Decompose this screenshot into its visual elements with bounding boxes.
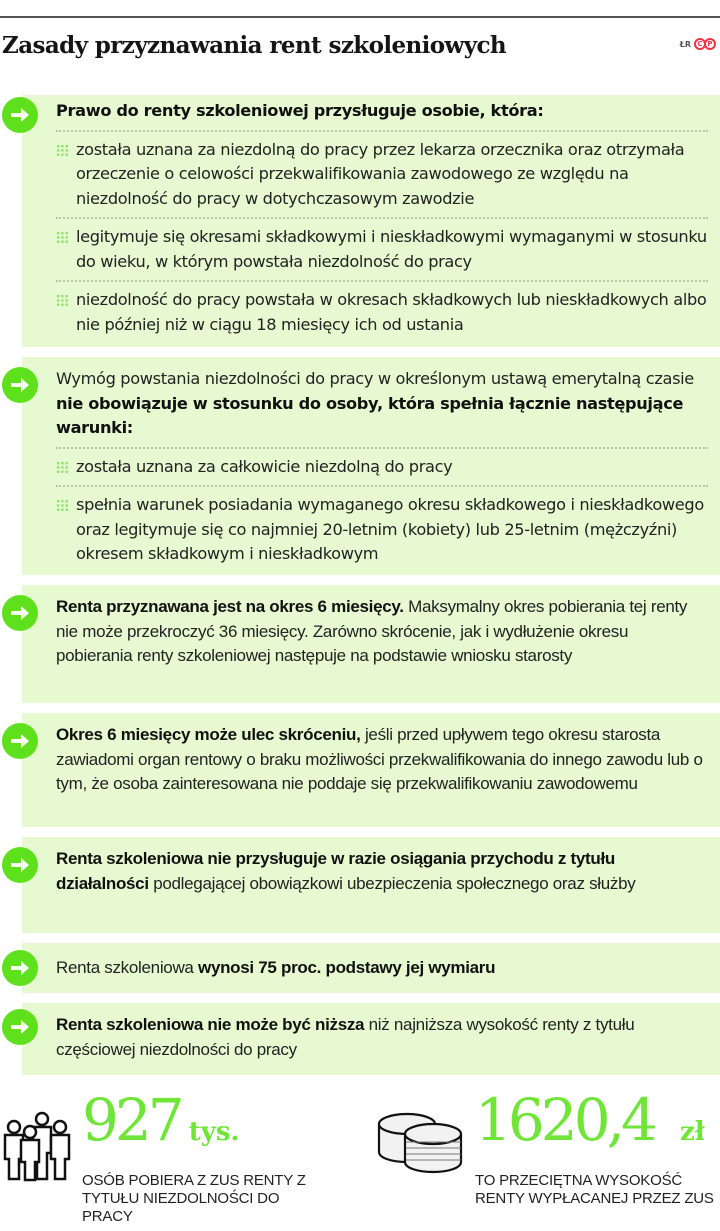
- list-item: została uznana za całkowicie niezdolną do pracy: [56, 455, 708, 480]
- top-rule: [0, 16, 720, 18]
- stat-value-row: [82, 1086, 240, 1154]
- dotted-divider: [56, 447, 708, 449]
- stat-value: 927: [82, 1086, 181, 1154]
- panel-text: Okres 6 miesięcy może ulec skróceniu, jeśli przed upływem tego okresu starosta zawiadomi organ rentowy o braku możliwości przekwalifikowania do innego zawodu lub o tym, że osoba zainteresowana nie poddaje się przekwalifikowaniu zawodowemu: [56, 725, 703, 793]
- stat-value: 1620,4: [475, 1086, 654, 1154]
- panel-heading: Prawo do renty szkoleniowej przysługuje osobie, która:: [56, 101, 544, 120]
- panel-amount: [22, 943, 720, 993]
- list-item: została uznana za niezdolną do pracy przez lekarza orzecznika oraz otrzymała orzeczenie o celowości przekwalifikowania zawodowego ze względu na niezdolność do pracy w dotychczasowym zawodzie: [56, 138, 708, 212]
- author-initials: ŁR: [679, 39, 691, 49]
- dotted-divider: [56, 485, 708, 487]
- dotted-divider: [56, 217, 708, 219]
- people-group-icon: [2, 1110, 74, 1182]
- arrow-right-icon: [2, 950, 38, 986]
- panel-text: Renta szkoleniowa wynosi 75 proc. podstawy jej wymiaru: [56, 958, 496, 977]
- page-title: Zasady przyznawania rent szkoleniowych: [2, 32, 507, 59]
- panel-text: Wymóg powstania niezdolności do pracy w określonym ustawą emerytalną czasie nie obowiązuje w stosunku do osoby, która spełnia łącznie następujące warunki:: [56, 369, 694, 437]
- logo-letter-c: C: [694, 38, 706, 50]
- panel-duration: [22, 585, 720, 703]
- logo-letter-p: P: [704, 38, 716, 50]
- stat-unit: tys.: [188, 1117, 240, 1147]
- arrow-right-icon: [2, 367, 38, 403]
- panel-exemption: [22, 357, 720, 575]
- publisher-logo: [696, 38, 716, 50]
- stat-value-row: [475, 1086, 705, 1154]
- stat-unit: zł: [679, 1117, 705, 1147]
- dotted-divider: [56, 130, 708, 132]
- bullet-icon: [56, 144, 69, 157]
- list-item: legitymuje się okresami składkowymi i nieskładkowymi wymaganymi w stosunku do wieku, w którym powstała niezdolność do pracy: [56, 225, 708, 274]
- panel-income-exclusion: [22, 837, 720, 933]
- arrow-right-icon: [2, 847, 38, 883]
- arrow-right-icon: [2, 97, 38, 133]
- bullet-icon: [56, 231, 69, 244]
- bullet-icon: [56, 461, 69, 474]
- credits: [680, 38, 716, 50]
- panel-minimum: [22, 1003, 720, 1075]
- list-item: spełnia warunek posiadania wymaganego okresu składkowego i nieskładkowego oraz legitymuje się co najmniej 20-letnim (kobiety) lub 25-letnim (mężczyźni) okresem składkowym i nieskładkowym: [56, 493, 708, 567]
- stat-description: OSÓB POBIERA Z ZUS RENTY Z TYTUŁU NIEZDOLNOŚCI DO PRACY: [82, 1172, 306, 1225]
- panel-text: Renta szkoleniowa nie przysługuje w razie osiągania przychodu z tytułu działalności podlegającej obowiązkowi ubezpieczenia społecznego oraz służby: [56, 849, 636, 893]
- panel-text: Renta przyznawana jest na okres 6 miesięcy. Maksymalny okres pobierania tej renty nie może przekroczyć 36 miesięcy. Zarówno skrócenie, jak i wydłużenie okresu pobierania renty szkoleniowej następuje na podstawie wniosku starosty: [56, 597, 688, 665]
- panel-eligibility: [22, 95, 720, 347]
- dotted-divider: [56, 280, 708, 282]
- panel-text: Renta szkoleniowa nie może być niższa niż najniższa wysokość renty z tytułu częściowej niezdolności do pracy: [56, 1015, 635, 1059]
- arrow-right-icon: [2, 1009, 38, 1045]
- bullet-icon: [56, 294, 69, 307]
- bullet-icon: [56, 499, 69, 512]
- arrow-right-icon: [2, 595, 38, 631]
- stat-description: TO PRZECIĘTNA WYSOKOŚĆ RENTY WYPŁACANEJ PRZEZ ZUS: [475, 1172, 714, 1207]
- arrow-right-icon: [2, 723, 38, 759]
- panel-shortening: [22, 713, 720, 827]
- coins-stack-icon: [375, 1110, 465, 1174]
- list-item: niezdolność do pracy powstała w okresach składkowych lub nieskładkowych albo nie później niż w ciągu 18 miesięcy ich od ustania: [56, 288, 708, 337]
